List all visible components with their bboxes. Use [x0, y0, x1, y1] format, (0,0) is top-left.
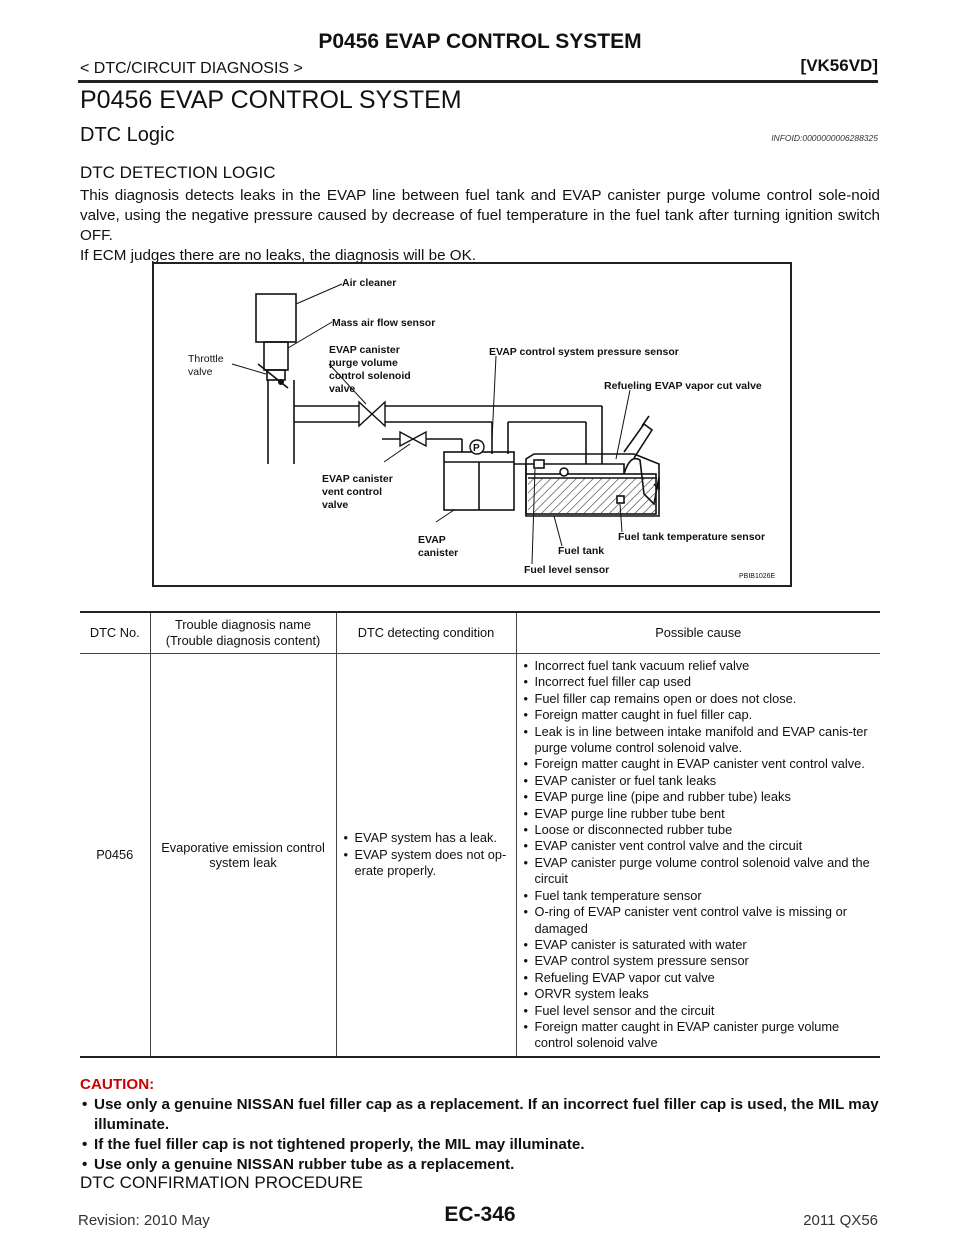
- dtc-logic-heading: DTC Logic: [80, 124, 175, 146]
- dtc-table-header: [80, 612, 880, 654]
- label-purge-3: control solenoid: [329, 370, 411, 382]
- cause-list: [523, 658, 875, 1052]
- diagram-labels: [188, 277, 765, 576]
- list-item: • Refueling EVAP vapor cut valve: [523, 970, 875, 986]
- list-item: • ORVR system leaks: [523, 986, 875, 1002]
- list-item: • EVAP canister purge volume control solenoid valve and the circuit: [523, 855, 875, 888]
- list-item: • Foreign matter caught in fuel filler cap.: [523, 707, 875, 723]
- list-item: • Foreign matter caught in EVAP canister vent control valve.: [523, 756, 875, 772]
- col-diagnosis-name-line1: Trouble diagnosis name: [174, 617, 312, 632]
- detection-logic-heading: DTC DETECTION LOGIC: [80, 163, 276, 182]
- label-purge-4: valve: [329, 383, 356, 395]
- col-dtc-no: DTC No.: [80, 612, 150, 654]
- list-item: • Fuel tank temperature sensor: [523, 888, 875, 904]
- list-item: • Foreign matter caught in EVAP canister purge volume control solenoid valve: [523, 1019, 875, 1052]
- col-detecting-condition: DTC detecting condition: [336, 612, 516, 654]
- label-maf: Mass air flow sensor: [332, 317, 436, 329]
- label-throttle-2: valve: [188, 366, 213, 378]
- header-engine: [VK56VD]: [800, 56, 878, 75]
- caution-block: [80, 1075, 880, 1175]
- col-diagnosis-name-line2: (Trouble diagnosis content): [165, 633, 321, 648]
- figure-id: PBIB1026E: [739, 573, 776, 580]
- detection-paragraph-1: This diagnosis detects leaks in the EVAP line between fuel tank and EVAP canister purge volume control sole-noid valve, using the negative pressure caused by decrease of fuel temperature in the fuel tank after turning ignition switch OFF.: [80, 187, 880, 244]
- list-item: • EVAP purge line (pipe and rubber tube) leaks: [523, 789, 875, 805]
- page-title: P0456 EVAP CONTROL SYSTEM: [80, 86, 462, 114]
- cell-dtc-no: P0456: [80, 654, 150, 1057]
- label-level-sensor: Fuel level sensor: [524, 564, 610, 576]
- list-item: • Leak is in line between intake manifold and EVAP canis-ter purge volume control solenoid valve.: [523, 724, 875, 757]
- label-throttle-1: Throttle: [188, 353, 224, 365]
- info-id: INFOID:0000000006288325: [771, 133, 878, 143]
- label-pressure-sensor: EVAP control system pressure sensor: [489, 346, 679, 358]
- footer-page-number: EC-346: [444, 1203, 516, 1226]
- table-row: [80, 654, 880, 1057]
- footer-revision: Revision: 2010 May: [78, 1212, 210, 1229]
- evap-system-diagram: [152, 262, 792, 587]
- cell-diagnosis-name: Evaporative emission control system leak: [150, 654, 336, 1057]
- vent-valve-symbol: [400, 432, 426, 446]
- list-item: • Fuel level sensor and the circuit: [523, 1003, 875, 1019]
- pressure-sensor-mark: P: [473, 443, 480, 454]
- label-purge-1: EVAP canister: [329, 344, 400, 356]
- list-item: • Incorrect fuel tank vacuum relief valve: [523, 658, 875, 674]
- label-temp-sensor: Fuel tank temperature sensor: [618, 531, 766, 543]
- label-vent-3: valve: [322, 499, 349, 511]
- label-air-cleaner: Air cleaner: [342, 277, 397, 289]
- header-rule: [78, 80, 878, 83]
- label-refuel-valve: Refueling EVAP vapor cut valve: [604, 380, 762, 392]
- label-vent-2: vent control: [322, 486, 383, 498]
- list-item: • If the fuel filler cap is not tightened properly, the MIL may illuminate.: [80, 1135, 880, 1155]
- list-item: • EVAP canister vent control valve and the circuit: [523, 838, 875, 854]
- detection-logic-text: [80, 186, 880, 266]
- label-purge-2: purge volume: [329, 357, 398, 369]
- list-item: • Loose or disconnected rubber tube: [523, 822, 875, 838]
- list-item: • EVAP system does not op-erate properly.: [343, 847, 510, 880]
- label-canister-1: EVAP: [418, 534, 446, 546]
- fuel-tank: [526, 416, 659, 516]
- label-canister-2: canister: [418, 547, 459, 559]
- condition-list: [343, 830, 510, 879]
- confirmation-heading: DTC CONFIRMATION PROCEDURE: [80, 1173, 364, 1192]
- list-item: • EVAP purge line rubber tube bent: [523, 806, 875, 822]
- dtc-table: [80, 611, 880, 1058]
- label-vent-1: EVAP canister: [322, 473, 393, 485]
- footer-model: 2011 QX56: [803, 1212, 878, 1229]
- list-item: • Fuel filler cap remains open or does not close.: [523, 691, 875, 707]
- list-item: • EVAP system has a leak.: [343, 830, 510, 846]
- header-section: < DTC/CIRCUIT DIAGNOSIS >: [80, 60, 303, 77]
- col-diagnosis-name: [150, 612, 336, 654]
- list-item: • Use only a genuine NISSAN fuel filler cap as a replacement. If an incorrect fuel filler cap is used, the MIL may illuminate.: [80, 1095, 880, 1135]
- list-item: • Incorrect fuel filler cap used: [523, 674, 875, 690]
- col-possible-cause: Possible cause: [516, 612, 880, 654]
- list-item: • Use only a genuine NISSAN rubber tube as a replacement.: [80, 1155, 880, 1175]
- header-title: P0456 EVAP CONTROL SYSTEM: [318, 30, 642, 53]
- list-item: • EVAP canister is saturated with water: [523, 937, 875, 953]
- caution-title: CAUTION:: [80, 1076, 155, 1093]
- list-item: • EVAP control system pressure sensor: [523, 953, 875, 969]
- caution-list: [80, 1095, 880, 1175]
- list-item: • EVAP canister or fuel tank leaks: [523, 773, 875, 789]
- throttle-pivot: [278, 379, 284, 385]
- cell-causes: [516, 654, 880, 1057]
- list-item: • O-ring of EVAP canister vent control valve is missing or damaged: [523, 904, 875, 937]
- cell-conditions: [336, 654, 516, 1057]
- purge-valve-symbol: [359, 402, 385, 426]
- label-fuel-tank: Fuel tank: [558, 545, 605, 557]
- detection-paragraph-2: If ECM judges there are no leaks, the diagnosis will be OK.: [80, 247, 476, 264]
